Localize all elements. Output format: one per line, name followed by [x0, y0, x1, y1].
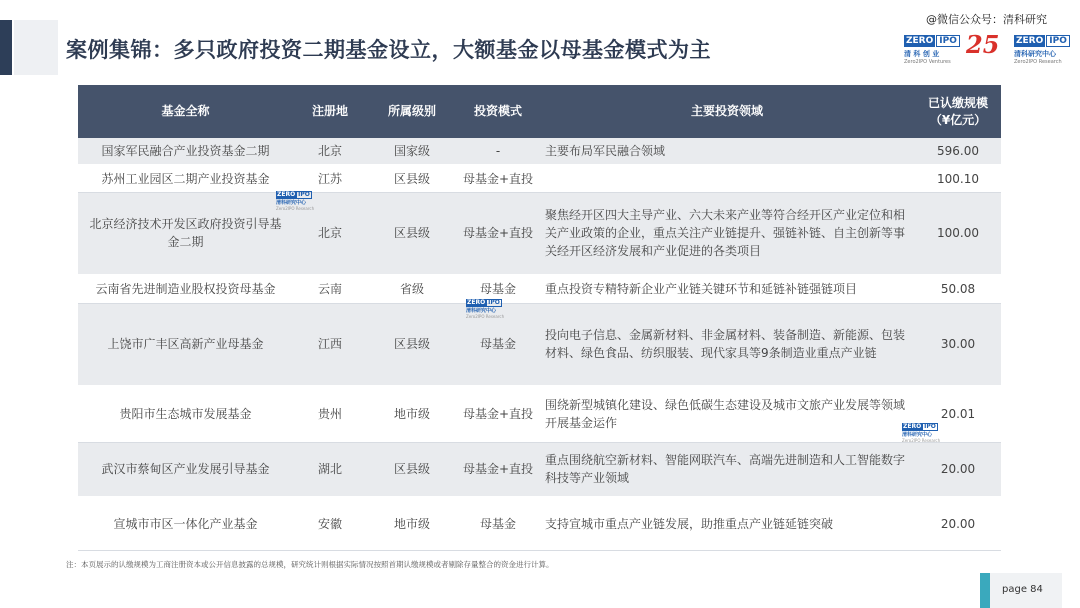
cell-level: 区县级	[367, 165, 457, 192]
cell-scale: 20.00	[915, 442, 1001, 497]
logo-en-text: Zero2IPO Ventures	[904, 59, 951, 65]
cell-scale: 596.00	[915, 138, 1001, 165]
cell-focus: 主要布局军民融合领域	[539, 138, 915, 165]
cell-mode: -	[457, 138, 539, 165]
page-number: page 84	[1002, 584, 1043, 595]
research-watermark-logo	[466, 299, 504, 319]
cell-location: 湖北	[293, 442, 367, 497]
cell-fund-name: 苏州工业园区二期产业投资基金	[78, 165, 293, 192]
header-level: 所属级别	[367, 85, 457, 138]
mini-zero-text: ZERO	[277, 191, 296, 198]
cell-fund-name: 武汉市蔡甸区产业发展引导基金	[78, 442, 293, 497]
cell-fund-name: 北京经济技术开发区政府投资引导基金二期	[78, 192, 293, 275]
cell-focus: 围绕新型城镇化建设、绿色低碳生态建设及城市文旅产业发展等领域开展基金运作	[539, 386, 915, 442]
page-number-accent	[980, 573, 990, 608]
cell-fund-name: 上饶市广丰区高新产业母基金	[78, 303, 293, 386]
cell-fund-name: 云南省先进制造业股权投资母基金	[78, 275, 293, 303]
mini-zero-text: ZERO	[467, 299, 486, 306]
logo-cn-text: 清科研究中心	[1014, 50, 1056, 58]
research-watermark-logo	[276, 191, 314, 211]
title-accent-band	[14, 20, 58, 75]
fund-table	[78, 85, 1001, 551]
cell-fund-name: 宣城市市区一体化产业基金	[78, 497, 293, 550]
table-row	[78, 192, 1001, 275]
cell-location: 北京	[293, 138, 367, 165]
cell-location: 江西	[293, 303, 367, 386]
mini-en-text: Zero2IPO Research	[466, 314, 505, 319]
cell-focus	[539, 165, 915, 192]
cell-fund-name: 国家军民融合产业投资基金二期	[78, 138, 293, 165]
mini-zero-text: ZERO	[903, 423, 922, 430]
header-mode: 投资模式	[457, 85, 539, 138]
cell-mode: 母基金+直投	[457, 192, 539, 275]
header-scale: 已认缴规模 （¥亿元）	[915, 85, 1001, 138]
table-header-row	[78, 85, 1001, 138]
logo-cn-text: 清 科 创 业	[904, 50, 940, 58]
cell-location: 北京	[293, 192, 367, 275]
cell-focus: 重点围绕航空新材料、智能网联汽车、高端先进制造和人工智能数字科技等产业领域	[539, 442, 915, 497]
table-row	[78, 303, 1001, 386]
cell-scale: 20.00	[915, 497, 1001, 550]
table-row	[78, 442, 1001, 497]
table-row	[78, 497, 1001, 550]
cell-level: 区县级	[367, 192, 457, 275]
zero2ipo-ventures-logo	[904, 35, 960, 65]
cell-level: 地市级	[367, 497, 457, 550]
cell-mode: 母基金+直投	[457, 442, 539, 497]
page-title: 案例集锦：多只政府投资二期基金设立，大额基金以母基金模式为主	[66, 38, 711, 62]
logo-en-text: Zero2IPO Research	[1014, 59, 1062, 65]
mini-ipo-text: IPO	[488, 299, 500, 306]
cell-mode: 母基金+直投	[457, 386, 539, 442]
cell-level: 省级	[367, 275, 457, 303]
mini-cn-text: 清科研究中心	[902, 432, 933, 438]
table-row	[78, 386, 1001, 442]
footnote: 注：本页展示的认缴规模为工商注册资本或公开信息披露的总规模，研究统计则根据实际情况按照首期认缴规模或者剔除存量整合的资金进行计算。	[66, 560, 554, 569]
research-watermark-logo	[902, 423, 940, 443]
cell-location: 安徽	[293, 497, 367, 550]
mini-cn-text: 清科研究中心	[276, 200, 307, 206]
logo-zero-text: ZERO	[906, 36, 934, 46]
cell-scale: 30.00	[915, 303, 1001, 386]
cell-fund-name: 贵阳市生态城市发展基金	[78, 386, 293, 442]
cell-scale: 50.08	[915, 275, 1001, 303]
cell-level: 地市级	[367, 386, 457, 442]
zero2ipo-research-logo	[1014, 35, 1070, 65]
cell-level: 区县级	[367, 303, 457, 386]
mini-ipo-text: IPO	[924, 423, 936, 430]
header-focus: 主要投资领域	[539, 85, 915, 138]
table-row	[78, 138, 1001, 165]
cell-mode: 母基金	[457, 275, 539, 303]
logo-zero-text: ZERO	[1016, 36, 1044, 46]
cell-location: 贵州	[293, 386, 367, 442]
cell-level: 区县级	[367, 442, 457, 497]
table-row	[78, 165, 1001, 192]
wechat-watermark: @微信公众号：清科研究	[926, 13, 1047, 26]
mini-cn-text: 清科研究中心	[466, 308, 497, 314]
logo-ipo-text: IPO	[1046, 35, 1070, 47]
cell-focus: 聚焦经开区四大主导产业、六大未来产业等符合经开区产业定位和相关产业政策的企业，重点关注产业链提升、强链补链、自主创新等事关经开区经济发展和产业促进的各类项目	[539, 192, 915, 275]
cell-mode: 母基金	[457, 497, 539, 550]
anniversary-25-logo: 25	[966, 30, 1000, 59]
title-accent-bar	[0, 20, 12, 75]
cell-scale: 100.10	[915, 165, 1001, 192]
header-fund-name: 基金全称	[78, 85, 293, 138]
cell-location: 云南	[293, 275, 367, 303]
table-row	[78, 275, 1001, 303]
mini-en-text: Zero2IPO Research	[902, 438, 941, 443]
cell-mode: 母基金+直投	[457, 165, 539, 192]
header-location: 注册地	[293, 85, 367, 138]
cell-focus: 重点投资专精特新企业产业链关键环节和延链补链强链项目	[539, 275, 915, 303]
cell-mode: 母基金	[457, 303, 539, 386]
cell-level: 国家级	[367, 138, 457, 165]
cell-scale: 20.01	[915, 386, 1001, 442]
cell-focus: 投向电子信息、金属新材料、非金属材料、装备制造、新能源、包装材料、绿色食品、纺织服装、现代家具等9条制造业重点产业链	[539, 303, 915, 386]
cell-location: 江苏	[293, 165, 367, 192]
cell-focus: 支持宣城市重点产业链发展，助推重点产业链延链突破	[539, 497, 915, 550]
mini-en-text: Zero2IPO Research	[276, 206, 315, 211]
logo-ipo-text: IPO	[936, 35, 960, 47]
mini-ipo-text: IPO	[298, 191, 310, 198]
cell-scale: 100.00	[915, 192, 1001, 275]
